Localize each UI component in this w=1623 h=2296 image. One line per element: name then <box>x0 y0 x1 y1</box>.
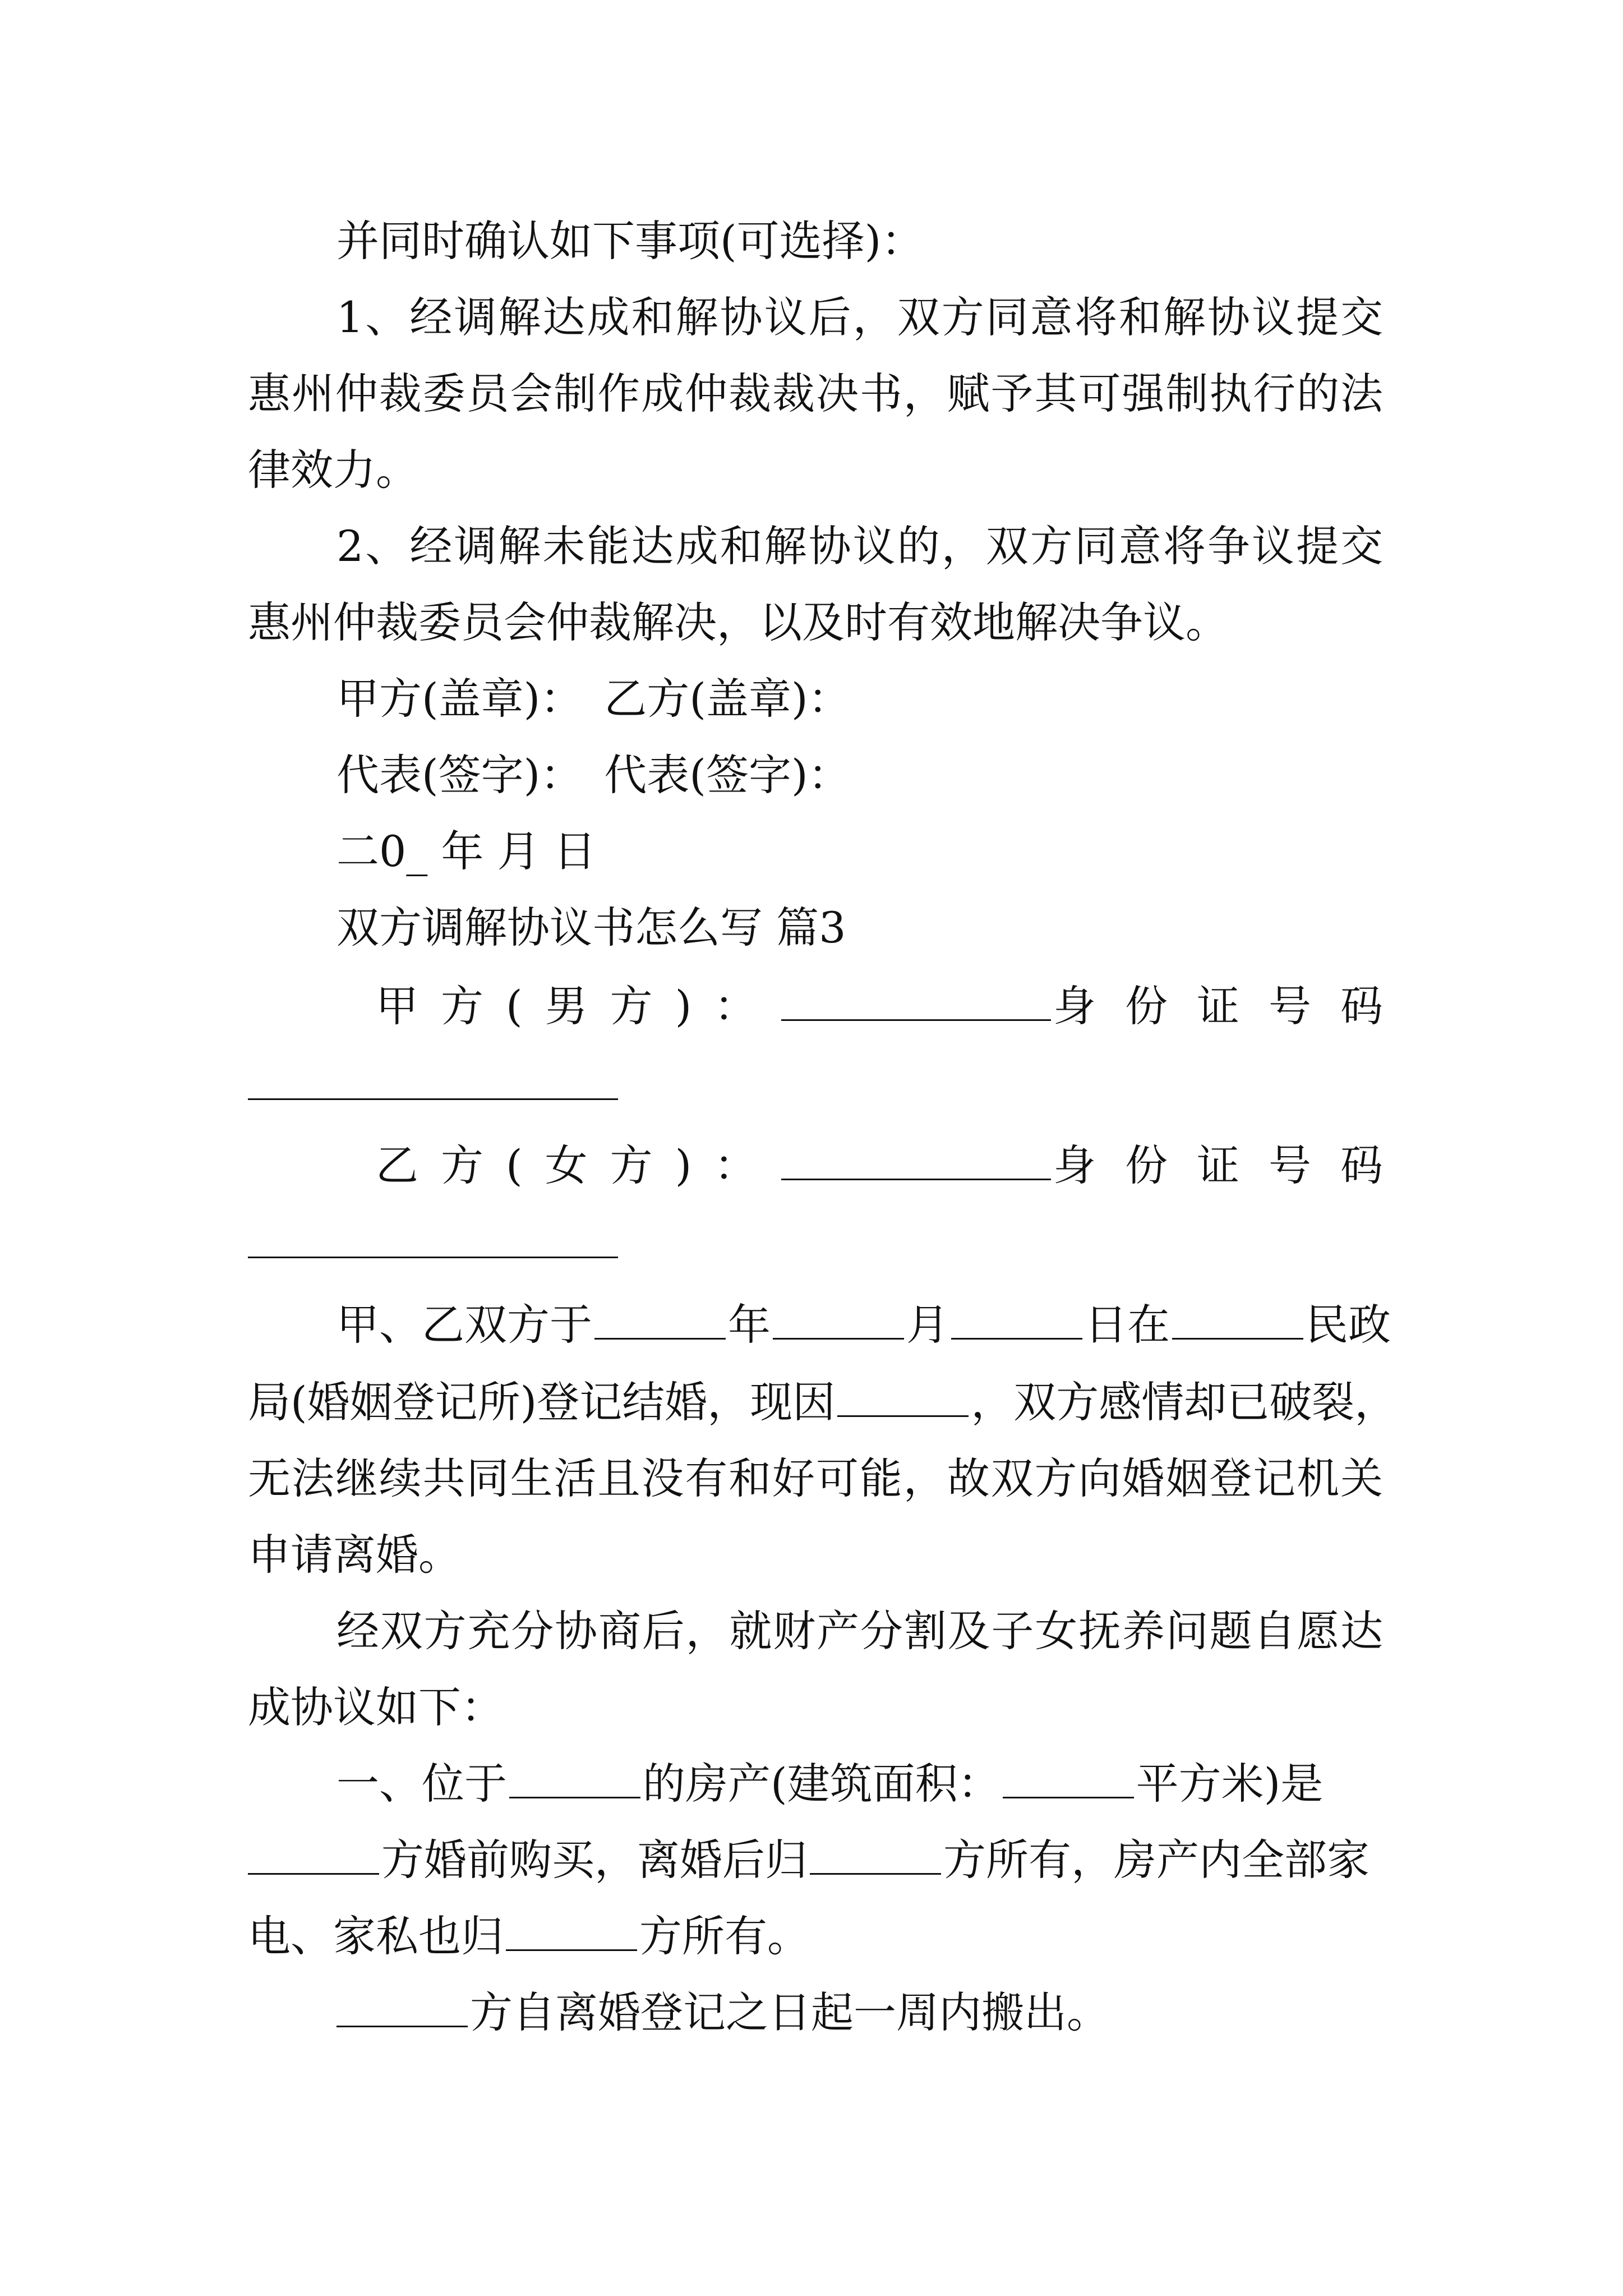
buyer-blank <box>248 1836 379 1875</box>
party-a-label: 甲方(男方)： <box>376 981 780 1031</box>
owner-blank <box>810 1836 941 1875</box>
area-blank <box>1003 1760 1134 1798</box>
bureau-label: 民政 <box>1306 1300 1391 1350</box>
marriage-text: ，双方感情却已破裂， <box>971 1377 1398 1427</box>
party-a-name-blank <box>781 982 1051 1021</box>
appliance-owner-blank <box>506 1912 637 1951</box>
property-line1 <box>336 1757 1383 1811</box>
party-b-id-blank <box>248 1257 618 1258</box>
item1-line2: 惠州仲裁委员会制作成仲裁裁决书，赋予其可强制执行的法 <box>248 369 1383 418</box>
property-text: 方婚前购买，离婚后归 <box>381 1835 808 1885</box>
item1-line3: 律效力。 <box>248 445 418 495</box>
property-line2 <box>248 1833 1383 1887</box>
year-label: 年 <box>728 1300 771 1350</box>
property-text: 电、家私也归 <box>248 1911 504 1961</box>
party-b-line <box>376 1139 1412 1193</box>
marriage-line1 <box>336 1298 1391 1352</box>
item2-line2: 惠州仲裁委员会仲裁解决，以及时有效地解决争议。 <box>248 597 1228 647</box>
month-label: 月 <box>906 1300 949 1350</box>
section-title: 双方调解协议书怎么写 篇3 <box>336 903 846 953</box>
party-b-id-label: 身份证号码 <box>1053 1140 1412 1190</box>
seal-line: 甲方(盖章)： 乙方(盖章)： <box>336 674 851 724</box>
property-text: 方所有。 <box>639 1911 810 1961</box>
agreement-line1: 经双方充分协商后，就财产分割及子女抚养问题自愿达 <box>336 1606 1383 1656</box>
marriage-line3: 无法继续共同生活且没有和好可能，故双方向婚姻登记机关 <box>248 1453 1383 1503</box>
marriage-line2 <box>248 1375 1398 1429</box>
property-text: 一、位于 <box>336 1759 507 1809</box>
year-blank <box>594 1301 726 1340</box>
agreement-line2: 成协议如下： <box>248 1682 504 1732</box>
day-blank <box>951 1301 1082 1340</box>
party-b-name-blank <box>781 1142 1051 1180</box>
marriage-text: 甲、乙双方于 <box>336 1300 592 1350</box>
location-blank <box>509 1760 640 1798</box>
property-line3 <box>248 1910 1383 1963</box>
party-b-label: 乙方(女方)： <box>376 1140 780 1190</box>
confirm-intro: 并同时确认如下事项(可选择)： <box>336 216 924 266</box>
item2-line1: 2、经调解未能达成和解协议的，双方同意将争议提交 <box>336 521 1383 571</box>
moveout-party-blank <box>336 1989 468 2027</box>
property-text: 方自离婚登记之日起一周内搬出。 <box>470 1987 1109 2037</box>
marriage-text: 局(婚姻登记所)登记结婚，现因 <box>248 1377 836 1427</box>
property-text: 的房产(建筑面积： <box>643 1759 1000 1809</box>
month-blank <box>773 1301 904 1340</box>
property-text: 方所有，房产内全部家 <box>943 1835 1370 1885</box>
party-a-id-label: 身份证号码 <box>1053 981 1412 1031</box>
item1-line1: 1、经调解达成和解协议后，双方同意将和解协议提交 <box>336 292 1383 342</box>
marriage-line4: 申请离婚。 <box>248 1530 461 1580</box>
date-line: 二0_ 年 月 日 <box>336 826 596 876</box>
bureau-blank <box>1172 1301 1303 1340</box>
property-text: 平方米)是 <box>1136 1759 1324 1809</box>
party-a-line <box>376 979 1412 1033</box>
reason-blank <box>837 1378 969 1417</box>
property-line4 <box>336 1986 1472 2040</box>
sign-line: 代表(签字)： 代表(签字)： <box>336 750 851 800</box>
party-a-id-blank <box>248 1098 618 1100</box>
day-label: 日在 <box>1085 1300 1170 1350</box>
